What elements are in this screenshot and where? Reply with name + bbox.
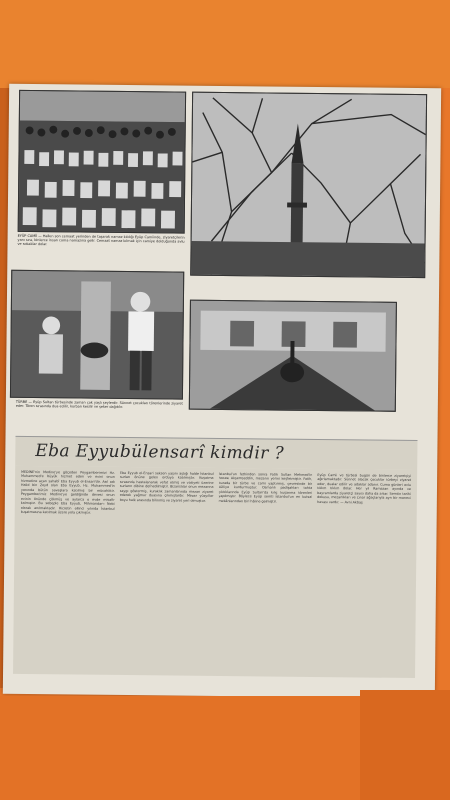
tomb-photo-image bbox=[190, 301, 396, 411]
article-column-2: Eba Eyyub el-Ensari seksen yaşını aştığı halde İstanbul surları önüne gelen orduya katılmıştır. Kuşatma sırasında hastalanarak vefat etmiş ve vasiyeti üzerine surların dibine defnedilmiştir. Bizanslılar onun mezarına saygı göstermiş, kuraklık zamanlarında mezarı ziyaret ederek yağmur duasına çıkmışlardır. Mezar yüzyıllar boyu halk arasında bilinmiş ve ziyaret yeri olmuştur. bbox=[119, 470, 214, 503]
background-wood bbox=[360, 690, 450, 800]
article-column-4: Eyüp Camii ve türbesi bugün de binlerce ziyaretçiyi ağırlamaktadır. Sünnet olacak çocuklar türbeyi ziyaret eder, dualar edilir ve adaklar adanır. Cuma günleri avlu tıklım tıklım dolar. Her yıl Ramazan ayında ve bayramlarda ziyaretçi sayısı daha da artar. Semtin tarihi dokusu, mezarlıkları ve çınar ağaçlarıyla ayrı bir manevi havası vardır. — Avni Akbaş bbox=[317, 473, 412, 505]
article-body bbox=[13, 466, 417, 678]
caption-tomb: TÜRBE — Eyüp Sultan türbesinde zaman çok yaşlı şeylerdir. Sünnet çocukları törenlerinde ziyaret eder. Tören sırasında dua edilir, kurban kesilir ve şeker dağıtılır. bbox=[15, 399, 183, 410]
boys-photo-image bbox=[11, 271, 183, 399]
background-top bbox=[0, 0, 450, 88]
crowd-photo-image bbox=[19, 91, 185, 233]
article-column-3: İstanbul'un fethinden sonra Fatih Sultan Mehmed'in hocası Akşemseddin, mezarın yerini keşfetmiştir. Fatih, burada bir türbe ve cami yaptırmış, çevresinde bir külliye kurdurmuştur. Osmanlı padişahları tahta çıktıklarında Eyüp Sultan'da kılıç kuşanma törenleri yapılmıştır. Böylece Eyüp semti İstanbul'un en kutsal mekânlarından biri hâline gelmiştir. bbox=[218, 471, 313, 504]
tree-photo-image bbox=[191, 93, 426, 277]
headline-box bbox=[15, 436, 417, 470]
boys-photo bbox=[10, 270, 184, 400]
magazine-page bbox=[3, 84, 441, 698]
crowd-photo bbox=[18, 90, 186, 234]
tree-photo bbox=[190, 92, 427, 278]
caption-crowd: EYÜP CAMİİ — Halkın son cemaat yerinden de taşarak namaz kıldığı Eyüp Camiinde, ziyaretçilerin yanı sıra, binlerce insan cuma namazına gelir. Cemaat namaz kılmak için camiye dolduğunda avlu ve sokaklar dolar. bbox=[17, 233, 185, 247]
tomb-photo bbox=[189, 300, 397, 412]
article-column-1: MEDİNE'nin Medine'ye göçeden Peygamberimizi Hz. Muhammed'e büyük hizmet eden ve evini onun hizmetine açan sahabî Eba Eyyub el-Ensari'dir. Asıl adı Halid bin Zeyd olan Eba Eyyub, Hz. Muhammed'in yanında bütün savaşlara katılmış bir mücahittir. Peygamberimiz Medine'ye geldiğinde devesi onun evinin önünde çökmüş ve aylarca o evde misafir kalmıştır. Bu sebeple Eba Eyyub, Mihmandar-ı Nebi olarak anılmaktadır. Hicretin ellinci yılında İstanbul kuşatmasına katılmak üzere yola çıkmıştır. bbox=[20, 469, 115, 515]
article-headline: Eba Eyyubülensarî kimdir ? bbox=[35, 441, 285, 464]
